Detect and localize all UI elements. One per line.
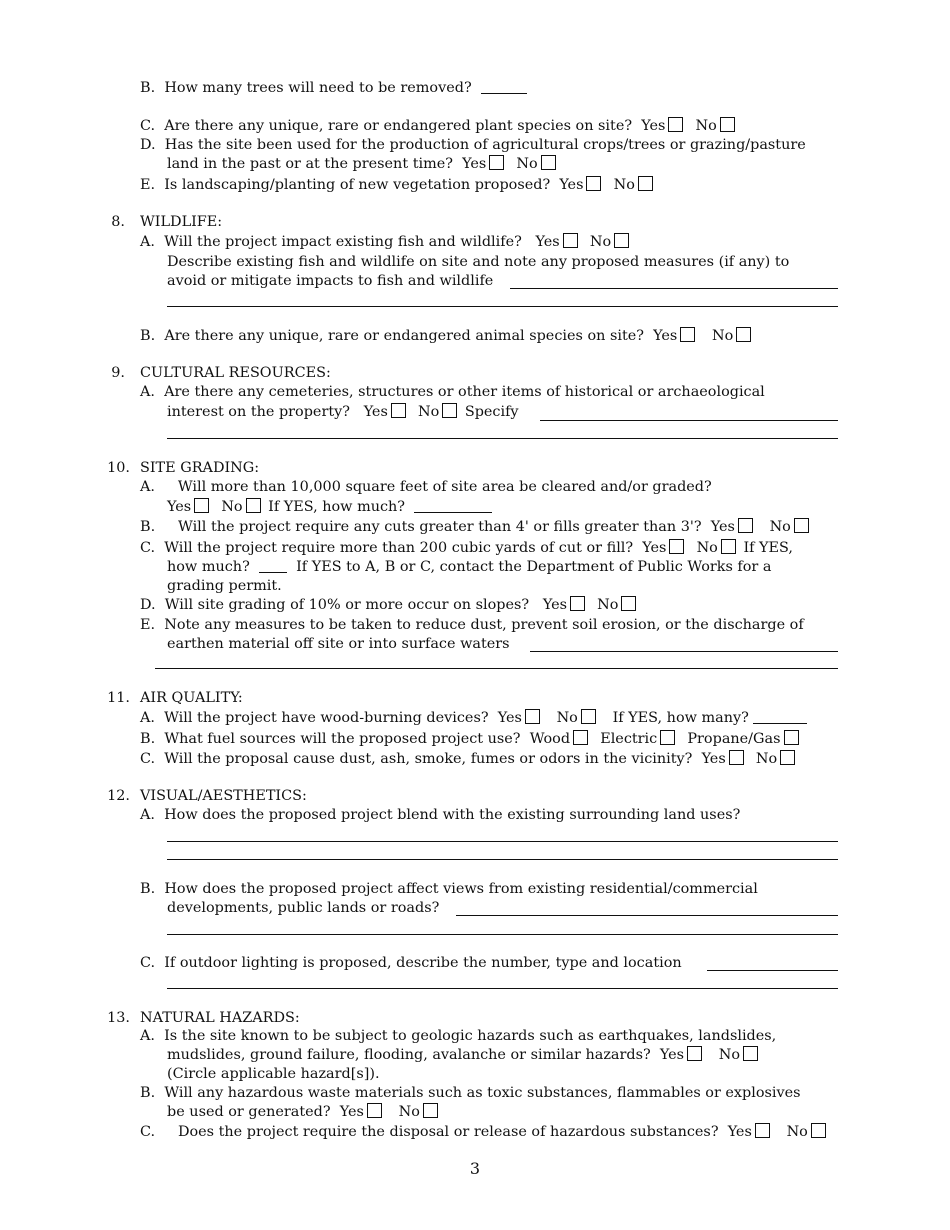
question-letter: B. bbox=[140, 731, 156, 747]
yes-label: Yes bbox=[653, 328, 678, 344]
question-letter: A. bbox=[140, 807, 155, 823]
question-text: be used or generated? bbox=[167, 1104, 331, 1120]
question-text: How many trees will need to be removed? bbox=[164, 80, 472, 96]
question-letter: E. bbox=[140, 177, 156, 193]
question-text: If YES to A, B or C, contact the Department of Public Works for a bbox=[296, 559, 772, 575]
if-yes-label: If YES, how much? bbox=[268, 499, 406, 515]
question-11c bbox=[140, 750, 798, 769]
cuts-fills-yes-checkbox[interactable] bbox=[738, 518, 753, 533]
landscaping-yes-checkbox[interactable] bbox=[586, 176, 601, 191]
no-label: No bbox=[769, 519, 791, 535]
no-label: No bbox=[516, 156, 538, 172]
dust-odors-no-checkbox[interactable] bbox=[780, 750, 795, 765]
question-7e bbox=[140, 176, 656, 195]
question-text: How does the proposed project blend with the existing surrounding land uses? bbox=[164, 807, 741, 823]
question-text: Will any hazardous waste materials such as toxic substances, flammables or explosives bbox=[164, 1085, 801, 1101]
blend-answer-line-2[interactable] bbox=[167, 859, 838, 860]
section-number: 11. bbox=[107, 690, 130, 706]
question-text: Will more than 10,000 square feet of site area be cleared and/or graded? bbox=[177, 479, 712, 495]
question-letter: A. bbox=[140, 479, 155, 495]
specify-line[interactable] bbox=[540, 420, 838, 421]
wildlife-description-line-2[interactable] bbox=[167, 306, 838, 307]
landscaping-no-checkbox[interactable] bbox=[638, 176, 653, 191]
section-title-hazards: NATURAL HAZARDS: bbox=[140, 1010, 300, 1026]
yes-label: Yes bbox=[659, 1047, 685, 1063]
wood-burning-count-field[interactable] bbox=[753, 709, 807, 724]
section-number: 9. bbox=[111, 365, 125, 381]
plant-species-no-checkbox[interactable] bbox=[720, 117, 735, 132]
question-letter: B. bbox=[140, 328, 156, 344]
question-letter: D. bbox=[140, 597, 156, 613]
question-text: Will the project impact existing fish and wildlife? bbox=[164, 234, 522, 250]
question-text: Describe existing fish and wildlife on site and note any proposed measures (if any) to bbox=[167, 254, 790, 270]
question-text: Are there any unique, rare or endangered animal species on site? bbox=[164, 328, 644, 344]
yes-label: Yes bbox=[642, 540, 667, 556]
wildlife-description-line[interactable] bbox=[510, 288, 838, 289]
geologic-hazards-no-checkbox[interactable] bbox=[743, 1046, 758, 1061]
no-label: No bbox=[696, 540, 718, 556]
fuel-electric-checkbox[interactable] bbox=[660, 730, 675, 745]
no-label: No bbox=[418, 404, 440, 420]
yes-label: Yes bbox=[559, 177, 584, 193]
question-text: Are there any unique, rare or endangered plant species on site? bbox=[164, 118, 633, 134]
question-text: (Circle applicable hazard[s]). bbox=[167, 1066, 380, 1082]
question-11b bbox=[140, 730, 802, 749]
plant-species-yes-checkbox[interactable] bbox=[668, 117, 683, 132]
geologic-hazards-yes-checkbox[interactable] bbox=[687, 1046, 702, 1061]
question-text: Note any measures to be taken to reduce dust, prevent soil erosion, or the discharge of bbox=[164, 617, 804, 633]
cubic-yards-yes-checkbox[interactable] bbox=[669, 539, 684, 554]
question-letter: C. bbox=[140, 540, 156, 556]
wildlife-impact-no-checkbox[interactable] bbox=[614, 233, 629, 248]
yes-label: Yes bbox=[363, 404, 388, 420]
question-text: Will the project require any cuts greater than 4' or fills greater than 3'? bbox=[178, 519, 702, 535]
no-label: No bbox=[221, 499, 243, 515]
question-text: avoid or mitigate impacts to fish and wildlife bbox=[167, 273, 494, 289]
question-8a bbox=[140, 233, 632, 252]
question-13a bbox=[140, 1027, 776, 1046]
agricultural-yes-checkbox[interactable] bbox=[489, 155, 504, 170]
question-text: What fuel sources will the proposed project use? bbox=[164, 731, 521, 747]
question-letter: C. bbox=[140, 118, 156, 134]
yes-label: Yes bbox=[701, 751, 726, 767]
measures-line-2[interactable] bbox=[155, 668, 838, 669]
hazardous-waste-yes-checkbox[interactable] bbox=[367, 1103, 382, 1118]
section-number: 12. bbox=[107, 788, 130, 804]
agricultural-no-checkbox[interactable] bbox=[541, 155, 556, 170]
specify-line-2[interactable] bbox=[167, 438, 838, 439]
question-text: Is the site known to be subject to geologic hazards such as earthquakes, landslides, bbox=[164, 1028, 777, 1044]
question-8b bbox=[140, 327, 754, 346]
cultural-yes-checkbox[interactable] bbox=[391, 403, 406, 418]
question-letter: B. bbox=[140, 1085, 156, 1101]
wood-burning-yes-checkbox[interactable] bbox=[525, 709, 540, 724]
yes-label: Yes bbox=[497, 710, 522, 726]
yes-label: Yes bbox=[167, 499, 192, 515]
question-letter: B. bbox=[140, 519, 156, 535]
no-label: No bbox=[718, 1047, 741, 1063]
specify-label: Specify bbox=[464, 404, 519, 420]
trees-removed-field[interactable] bbox=[481, 79, 527, 94]
yes-label: Yes bbox=[462, 156, 487, 172]
question-letter: C. bbox=[140, 751, 156, 767]
dust-odors-yes-checkbox[interactable] bbox=[729, 750, 744, 765]
question-letter: D. bbox=[140, 137, 156, 153]
cubic-yards-amount-field[interactable] bbox=[259, 558, 287, 573]
lighting-answer-line-2[interactable] bbox=[167, 988, 838, 989]
grading-amount-field[interactable] bbox=[414, 498, 492, 513]
question-text: developments, public lands or roads? bbox=[167, 900, 440, 916]
question-12c bbox=[140, 954, 682, 973]
question-13a-line2 bbox=[167, 1046, 761, 1065]
question-11a bbox=[140, 709, 807, 728]
question-letter: C. bbox=[140, 955, 156, 971]
no-label: No bbox=[712, 328, 734, 344]
yes-label: Yes bbox=[535, 234, 560, 250]
question-text: how much? bbox=[167, 559, 250, 575]
question-text: If outdoor lighting is proposed, describe the number, type and location bbox=[164, 955, 682, 971]
hazardous-waste-no-checkbox[interactable] bbox=[423, 1103, 438, 1118]
no-label: No bbox=[613, 177, 635, 193]
yes-label: Yes bbox=[641, 118, 666, 134]
fuel-propane-checkbox[interactable] bbox=[784, 730, 799, 745]
question-text: interest on the property? bbox=[167, 404, 350, 420]
question-text: Will site grading of 10% or more occur on slopes? bbox=[164, 597, 530, 613]
cubic-yards-no-checkbox[interactable] bbox=[721, 539, 736, 554]
slopes-no-checkbox[interactable] bbox=[621, 596, 636, 611]
yes-label: Yes bbox=[710, 519, 735, 535]
no-label: No bbox=[695, 118, 717, 134]
question-letter: C. bbox=[140, 1124, 156, 1140]
views-answer-line-2[interactable] bbox=[167, 934, 838, 935]
measures-line[interactable] bbox=[530, 651, 838, 652]
question-letter: B. bbox=[140, 881, 156, 897]
question-10d bbox=[140, 596, 639, 615]
section-title-air: AIR QUALITY: bbox=[140, 690, 243, 706]
slopes-yes-checkbox[interactable] bbox=[570, 596, 585, 611]
question-letter: A. bbox=[140, 234, 155, 250]
section-number: 10. bbox=[107, 460, 130, 476]
question-13b bbox=[140, 1084, 801, 1103]
electric-label: Electric bbox=[600, 731, 658, 747]
question-text: mudslides, ground failure, flooding, avalanche or similar hazards? bbox=[167, 1047, 651, 1063]
cultural-no-checkbox[interactable] bbox=[442, 403, 457, 418]
grading-area-yes-checkbox[interactable] bbox=[194, 498, 209, 513]
question-letter: B. bbox=[140, 80, 156, 96]
if-yes-label: If YES, bbox=[743, 540, 793, 556]
section-title-cultural: CULTURAL RESOURCES: bbox=[140, 365, 331, 381]
question-7d-line2 bbox=[167, 155, 559, 174]
hazardous-disposal-yes-checkbox[interactable] bbox=[755, 1123, 770, 1138]
section-title-visual: VISUAL/AESTHETICS: bbox=[140, 788, 307, 804]
question-7d bbox=[140, 136, 806, 155]
blend-answer-line[interactable] bbox=[167, 841, 838, 842]
question-text: Does the project require the disposal or release of hazardous substances? bbox=[177, 1124, 719, 1140]
no-label: No bbox=[786, 1124, 808, 1140]
propane-label: Propane/Gas bbox=[687, 731, 781, 747]
question-text: Are there any cemeteries, structures or other items of historical or archaeological bbox=[164, 384, 765, 400]
animal-species-yes-checkbox[interactable] bbox=[680, 327, 695, 342]
question-10c-line2 bbox=[167, 558, 771, 577]
question-13b-line2 bbox=[167, 1103, 441, 1122]
question-12b bbox=[140, 880, 758, 899]
wood-label: Wood bbox=[529, 731, 571, 747]
question-12a bbox=[140, 806, 740, 825]
yes-label: Yes bbox=[542, 597, 567, 613]
no-label: No bbox=[597, 597, 619, 613]
wildlife-impact-yes-checkbox[interactable] bbox=[563, 233, 578, 248]
question-letter: A. bbox=[140, 710, 155, 726]
question-10a-line2 bbox=[167, 498, 492, 517]
yes-label: Yes bbox=[727, 1124, 752, 1140]
hazardous-disposal-no-checkbox[interactable] bbox=[811, 1123, 826, 1138]
question-text: Will the project require more than 200 cubic yards of cut or fill? bbox=[164, 540, 634, 556]
question-letter: A. bbox=[140, 384, 155, 400]
no-label: No bbox=[398, 1104, 420, 1120]
lighting-answer-line[interactable] bbox=[707, 970, 838, 971]
question-text: earthen material off site or into surface waters bbox=[167, 636, 510, 652]
question-text: Will the proposal cause dust, ash, smoke, fumes or odors in the vicinity? bbox=[164, 751, 693, 767]
question-13c bbox=[140, 1123, 829, 1142]
section-number: 13. bbox=[107, 1010, 130, 1026]
no-label: No bbox=[556, 710, 578, 726]
question-text: grading permit. bbox=[167, 578, 282, 594]
question-7c bbox=[140, 117, 738, 136]
animal-species-no-checkbox[interactable] bbox=[736, 327, 751, 342]
page-number: 3 bbox=[469, 1159, 481, 1178]
section-title-wildlife: WILDLIFE: bbox=[140, 214, 223, 230]
question-7b bbox=[140, 79, 527, 98]
question-9a-line2 bbox=[167, 403, 519, 422]
question-text: land in the past or at the present time? bbox=[167, 156, 453, 172]
question-10c bbox=[140, 539, 793, 558]
yes-label: Yes bbox=[339, 1104, 364, 1120]
if-yes-label: If YES, how many? bbox=[612, 710, 749, 726]
question-10b bbox=[140, 518, 812, 537]
question-10a bbox=[140, 478, 712, 497]
question-9a bbox=[140, 383, 765, 402]
question-text: Will the project have wood-burning devices? bbox=[164, 710, 489, 726]
no-label: No bbox=[755, 751, 778, 767]
cuts-fills-no-checkbox[interactable] bbox=[794, 518, 809, 533]
wood-burning-no-checkbox[interactable] bbox=[581, 709, 596, 724]
question-letter: E. bbox=[140, 617, 156, 633]
views-answer-line[interactable] bbox=[456, 915, 838, 916]
no-label: No bbox=[589, 234, 612, 250]
question-text: Has the site been used for the production of agricultural crops/trees or grazing/pasture bbox=[164, 137, 806, 153]
section-title-grading: SITE GRADING: bbox=[140, 460, 260, 476]
question-text: How does the proposed project affect views from existing residential/commercial bbox=[164, 881, 758, 897]
question-text: Is landscaping/planting of new vegetation proposed? bbox=[164, 177, 551, 193]
section-number: 8. bbox=[111, 214, 125, 230]
fuel-wood-checkbox[interactable] bbox=[573, 730, 588, 745]
question-10e bbox=[140, 616, 804, 635]
question-letter: A. bbox=[140, 1028, 155, 1044]
grading-area-no-checkbox[interactable] bbox=[246, 498, 261, 513]
